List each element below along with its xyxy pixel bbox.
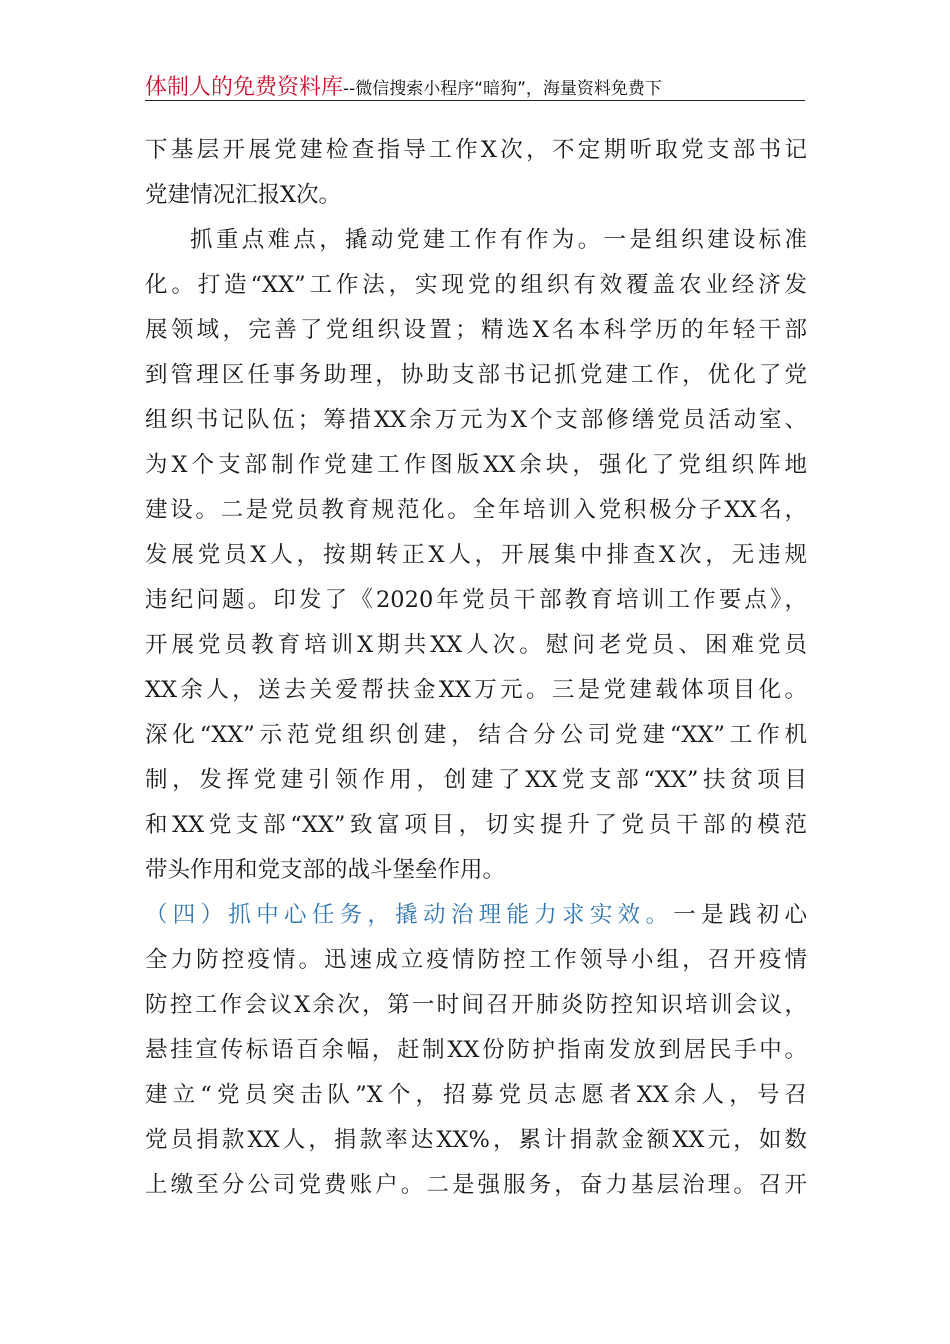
text-line: 和XX党支部“XX”致富项目，切实提升了党员干部的模范	[145, 812, 807, 838]
text-run: 一是践初心	[673, 902, 807, 928]
text-line: 建立“党员突击队”X个，招募党员志愿者XX余人，号召	[145, 1082, 807, 1108]
text-line: 防控工作会议X余次，第一时间召开肺炎防控知识培训会议，	[145, 992, 807, 1018]
text-line: 抓重点难点，撬动党建工作有作为。一是组织建设标准	[190, 227, 807, 253]
text-line: 展领域，完善了党组织设置；精选X名本科学历的年轻干部	[145, 317, 807, 343]
text-line	[145, 893, 807, 938]
header-brand: 体制人的免费资料库	[145, 75, 344, 100]
page-header	[145, 70, 805, 101]
text-line: 违纪问题。印发了《2020年党员干部教育培训工作要点》，	[145, 587, 807, 613]
text-line: 化。打造“XX”工作法，实现党的组织有效覆盖农业经济发	[145, 272, 807, 298]
text-line: 全力防控疫情。迅速成立疫情防控工作领导小组，召开疫情	[145, 947, 807, 973]
section-heading: （四）抓中心任务，撬动治理能力求实效。	[145, 902, 674, 928]
text-line: 组织书记队伍；筹措XX余万元为X个支部修缮党员活动室、	[145, 407, 807, 433]
header-slogan: --微信搜索小程序“暗狗”，海量资料免费下	[343, 79, 662, 99]
text-line: 党建情况汇报X次。	[145, 182, 342, 208]
text-line: 开展党员教育培训X期共XX人次。慰问老党员、困难党员	[145, 632, 807, 658]
document-body	[145, 128, 807, 1208]
text-line: 悬挂宣传标语百余幅，赶制XX份防护指南发放到居民手中。	[145, 1037, 807, 1063]
text-line: 为X个支部制作党建工作图版XX余块，强化了党组织阵地	[145, 452, 807, 478]
text-line: 带头作用和党支部的战斗堡垒作用。	[145, 857, 506, 883]
text-line: XX余人，送去关爱帮扶金XX万元。三是党建载体项目化。	[145, 677, 807, 703]
text-line: 深化“XX”示范党组织创建，结合分公司党建“XX”工作机	[145, 722, 807, 748]
paragraph-1	[145, 128, 807, 218]
paragraph-2	[145, 218, 807, 893]
text-line: 党员捐款XX人，捐款率达XX%，累计捐款金额XX元，如数	[145, 1127, 807, 1153]
text-line: 下基层开展党建检查指导工作X次，不定期听取党支部书记	[145, 137, 807, 163]
text-line: 发展党员X人，按期转正X人，开展集中排查X次，无违规	[145, 542, 807, 568]
text-line: 建设。二是党员教育规范化。全年培训入党积极分子XX名，	[145, 497, 807, 523]
text-line: 上缴至分公司党费账户。二是强服务，奋力基层治理。召开	[145, 1172, 807, 1198]
paragraph-3	[145, 893, 807, 1208]
text-line: 制，发挥党建引领作用，创建了XX党支部“XX”扶贫项目	[145, 767, 807, 793]
text-line: 到管理区任事务助理，协助支部书记抓党建工作，优化了党	[145, 362, 807, 388]
